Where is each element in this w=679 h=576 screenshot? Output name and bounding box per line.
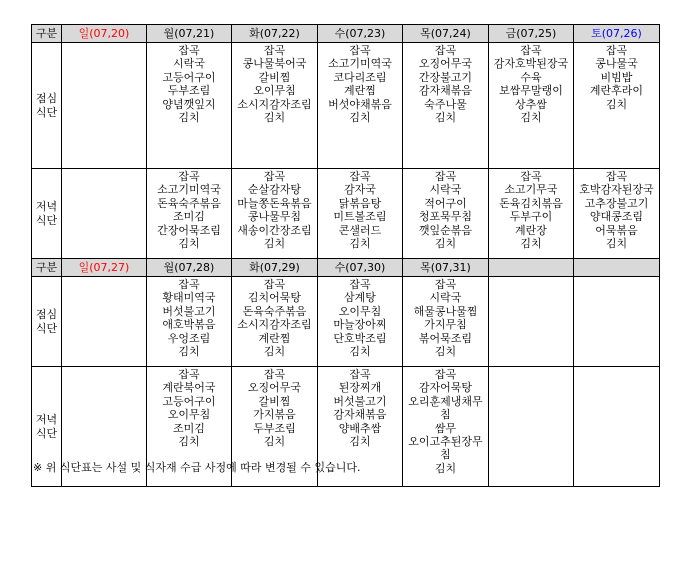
menu-item: 잡곡 — [349, 44, 371, 57]
lunch-label — [32, 43, 62, 169]
menu-item: 오이고추된장무침 — [408, 435, 483, 462]
menu-item: 잡곡 — [520, 170, 542, 183]
menu-item: 시락국 — [173, 57, 205, 71]
menu-item: 숙주나물 — [424, 97, 467, 111]
week-header-row — [32, 259, 660, 277]
day-header: 일(07,20) — [62, 25, 147, 43]
menu-item: 김치 — [605, 237, 628, 251]
menu-item: 잡곡 — [434, 278, 457, 291]
meal-label-line: 저녁 — [35, 413, 58, 427]
day-header: 화(07,22) — [232, 25, 318, 43]
menu-cell — [232, 169, 318, 259]
menu-cell — [489, 367, 574, 487]
menu-item: 마늘쫑돈육볶음 — [237, 196, 312, 210]
menu-item: 돈육숙주볶음 — [157, 196, 221, 210]
meal-label-line: 식단 — [35, 321, 58, 335]
menu-item: 잡곡 — [263, 278, 286, 291]
menu-cell — [489, 169, 574, 259]
menu-item: 감자어묵탕 — [418, 381, 473, 395]
menu-item: 시락국 — [429, 183, 462, 197]
menu-item: 김치 — [263, 435, 286, 449]
menu-cell — [318, 43, 403, 169]
menu-item: 우엉조림 — [167, 331, 211, 345]
menu-item: 오이무침 — [338, 304, 382, 318]
menu-item: 보쌈무말랭이 — [499, 84, 563, 98]
menu-item: 볶어묵조림 — [418, 331, 473, 345]
menu-item: 김치 — [434, 111, 457, 125]
menu-item: 수육 — [520, 70, 542, 84]
menu-cell — [147, 277, 232, 367]
menu-item: 단호박조림 — [333, 331, 387, 345]
menu-item: 시락국 — [429, 291, 462, 305]
day-header: 목(07,24) — [403, 25, 489, 43]
meal-label-line: 저녁 — [35, 200, 58, 214]
dinner-label — [32, 169, 62, 259]
menu-item: 잡곡 — [349, 170, 371, 183]
menu-item: 조미김 — [173, 210, 205, 224]
menu-item: 간장불고기 — [418, 70, 473, 84]
menu-item: 김치 — [178, 345, 200, 359]
menu-item: 어묵볶음 — [595, 223, 638, 237]
meal-label-line: 식단 — [35, 105, 58, 119]
lunch-label — [32, 277, 62, 367]
menu-item: 계란북어국 — [162, 381, 216, 395]
menu-item: 김치 — [178, 435, 200, 449]
menu-item: 계란장 — [515, 223, 547, 237]
menu-item: 김치 — [349, 237, 371, 251]
menu-item: 갈비찜 — [258, 70, 291, 84]
header-label: 구분 — [32, 25, 62, 43]
day-header — [489, 259, 574, 277]
menu-item: 김치 — [434, 345, 457, 359]
menu-item: 김치 — [520, 111, 542, 125]
menu-item: 김치 — [605, 97, 628, 111]
menu-item: 오리훈제냉채무침 — [408, 394, 483, 422]
menu-item: 콩나물북어국 — [242, 57, 307, 71]
menu-cell — [62, 169, 147, 259]
menu-item: 마늘장아찌 — [333, 318, 387, 332]
menu-item: 소고기무국 — [504, 183, 558, 197]
menu-item: 상추쌈 — [515, 97, 547, 111]
menu-item: 버섯불고기 — [333, 394, 387, 408]
menu-item: 김치 — [349, 435, 371, 449]
menu-cell — [403, 169, 489, 259]
menu-item: 오이무침 — [253, 84, 296, 98]
meal-label-line: 점심 — [35, 308, 58, 322]
day-header: 목(07,31) — [403, 259, 489, 277]
menu-item: 김치 — [349, 111, 371, 125]
menu-item: 김치 — [520, 237, 542, 251]
menu-item: 양념깻잎지 — [162, 97, 216, 111]
menu-item: 새송이간장조림 — [237, 223, 312, 237]
menu-item: 김치 — [349, 345, 371, 359]
menu-item: 적어구이 — [424, 196, 467, 210]
menu-item: 삼계탕 — [344, 291, 376, 305]
menu-item: 김치 — [263, 345, 286, 359]
menu-item: 두부조림 — [167, 84, 211, 98]
menu-cell — [403, 277, 489, 367]
menu-item: 고등어구이 — [162, 394, 216, 408]
menu-cell — [574, 169, 660, 259]
menu-item: 잡곡 — [434, 170, 457, 183]
menu-cell — [318, 277, 403, 367]
menu-item: 김치 — [178, 111, 200, 125]
menu-item: 애호박볶음 — [162, 318, 216, 332]
menu-item: 잡곡 — [434, 44, 457, 57]
menu-item: 비빔밥 — [600, 70, 633, 84]
menu-item: 계란찜 — [258, 331, 291, 345]
menu-item: 잡곡 — [178, 170, 200, 183]
menu-item: 잡곡 — [605, 170, 628, 183]
menu-cell — [574, 367, 660, 487]
menu-item: 감자채볶음 — [333, 408, 387, 422]
menu-item: 돈육김치볶음 — [499, 196, 563, 210]
menu-item: 두부조림 — [253, 421, 296, 435]
menu-item: 소고기미역국 — [157, 183, 221, 197]
menu-item: 감자채볶음 — [418, 84, 473, 98]
meal-label-line: 식단 — [35, 426, 58, 440]
menu-cell — [232, 43, 318, 169]
menu-item: 오이무침 — [167, 408, 211, 422]
menu-item: 쌈무 — [434, 421, 457, 435]
day-header: 토(07,26) — [574, 25, 660, 43]
menu-item: 간장어묵조림 — [157, 223, 221, 237]
menu-item: 코다리조림 — [333, 70, 387, 84]
menu-item: 갈비찜 — [258, 394, 291, 408]
menu-item: 버섯야채볶음 — [328, 97, 392, 111]
menu-cell — [574, 43, 660, 169]
menu-item: 호박감자된장국 — [579, 183, 654, 197]
menu-item: 김치 — [263, 237, 286, 251]
menu-item: 잡곡 — [520, 44, 542, 57]
menu-item: 미트볼조림 — [333, 210, 387, 224]
menu-item: 조미김 — [173, 421, 205, 435]
menu-cell — [62, 43, 147, 169]
menu-item: 소시지감자조림 — [237, 318, 312, 332]
menu-item: 고추장불고기 — [584, 196, 649, 210]
menu-cell — [489, 277, 574, 367]
day-header: 화(07,29) — [232, 259, 318, 277]
menu-cell — [403, 367, 489, 487]
menu-item: 깻잎순볶음 — [418, 223, 473, 237]
day-header: 월(07,28) — [147, 259, 232, 277]
menu-item: 닭볶음탕 — [338, 196, 382, 210]
menu-item: 양배추쌈 — [338, 421, 382, 435]
menu-item: 소고기미역국 — [328, 57, 392, 71]
menu-item: 청포묵무침 — [418, 210, 473, 224]
menu-item: 버섯불고기 — [162, 304, 216, 318]
menu-cell — [147, 43, 232, 169]
lunch-row — [32, 277, 660, 367]
meal-label-line: 식단 — [35, 213, 58, 227]
menu-item: 김치 — [434, 237, 457, 251]
footnote: ※ 위 식단표는 사설 및 식자재 수급 사정에 따라 변경될 수 있습니다. — [33, 461, 361, 474]
day-header: 월(07,21) — [147, 25, 232, 43]
lunch-row — [32, 43, 660, 169]
menu-item: 콩나물무침 — [247, 210, 302, 224]
menu-item: 계란후라이 — [589, 84, 644, 98]
menu-item: 양대콩조림 — [589, 210, 644, 224]
menu-cell — [403, 43, 489, 169]
menu-item: 잡곡 — [349, 278, 371, 291]
header-label: 구분 — [32, 259, 62, 277]
day-header — [574, 259, 660, 277]
menu-item: 소시지감자조림 — [237, 97, 312, 111]
day-header: 수(07,30) — [318, 259, 403, 277]
menu-cell — [232, 277, 318, 367]
meal-label-line: 점심 — [35, 92, 58, 106]
menu-item: 잡곡 — [263, 170, 286, 183]
menu-cell — [147, 169, 232, 259]
menu-item: 잡곡 — [263, 368, 286, 381]
menu-item: 잡곡 — [349, 368, 371, 381]
menu-item: 계란찜 — [344, 84, 376, 98]
day-header: 수(07,23) — [318, 25, 403, 43]
week-header-row — [32, 25, 660, 43]
menu-cell — [489, 43, 574, 169]
menu-item: 잡곡 — [605, 44, 628, 57]
menu-item: 잡곡 — [178, 44, 200, 57]
menu-item: 콩나물국 — [595, 57, 638, 71]
menu-item: 감자국 — [344, 183, 376, 197]
menu-item: 순살감자탕 — [247, 183, 302, 197]
menu-item: 가지무침 — [424, 318, 467, 332]
dinner-row — [32, 169, 660, 259]
menu-item: 황태미역국 — [162, 291, 216, 305]
menu-item: 콘샐러드 — [338, 223, 382, 237]
menu-item: 돈육숙주볶음 — [242, 304, 307, 318]
day-header: 일(07,27) — [62, 259, 147, 277]
menu-item: 잡곡 — [434, 368, 457, 381]
menu-cell — [574, 277, 660, 367]
menu-item: 김치 — [263, 111, 286, 125]
menu-item: 잡곡 — [178, 368, 200, 381]
menu-cell — [62, 277, 147, 367]
menu-item: 감자호박된장국 — [493, 57, 569, 71]
menu-item: 된장찌개 — [338, 381, 382, 395]
menu-cell — [318, 169, 403, 259]
day-header: 금(07,25) — [489, 25, 574, 43]
menu-item: 오징어무국 — [247, 381, 302, 395]
menu-item: 오징어무국 — [418, 57, 473, 71]
menu-item: 김치어묵탕 — [247, 291, 302, 305]
menu-item: 고등어구이 — [162, 70, 216, 84]
menu-item: 김치 — [434, 461, 457, 475]
menu-item: 잡곡 — [178, 278, 200, 291]
menu-item: 가지볶음 — [253, 408, 296, 422]
menu-item: 해물콩나물찜 — [413, 304, 478, 318]
meal-schedule-table — [31, 24, 660, 487]
menu-item: 두부구이 — [509, 210, 553, 224]
menu-item: 김치 — [178, 237, 200, 251]
menu-item: 잡곡 — [263, 44, 286, 57]
